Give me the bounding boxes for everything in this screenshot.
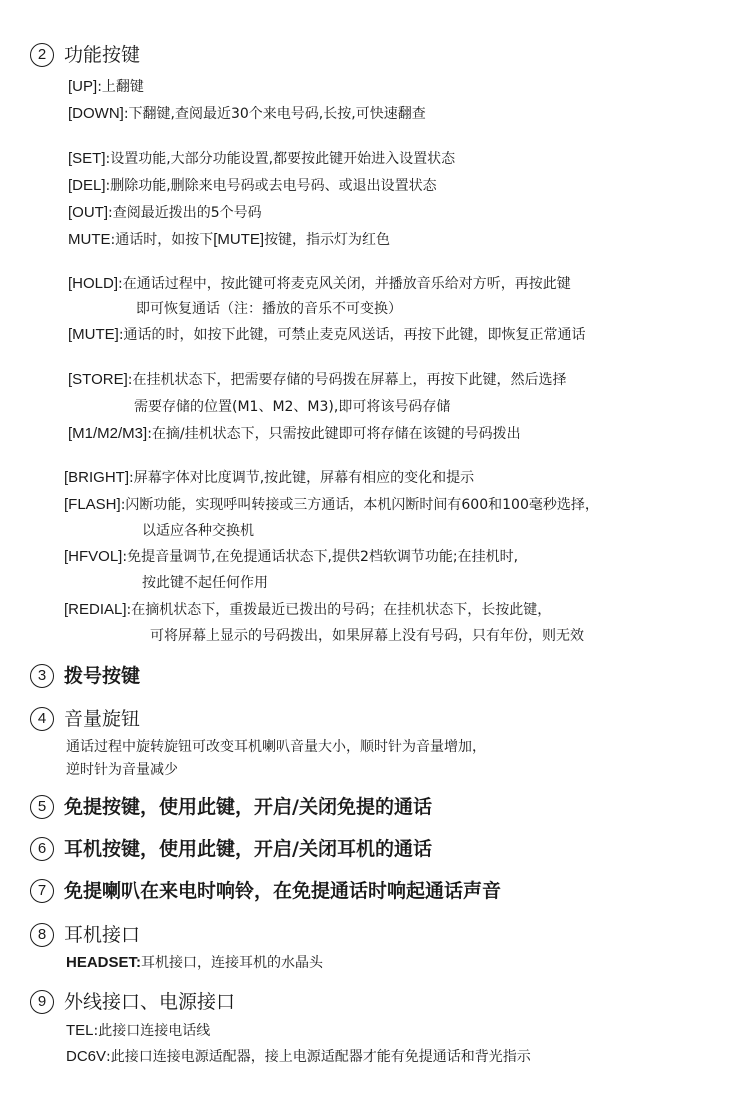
key-out-desc: :查阅最近拨出的5个号码 [108, 205, 262, 221]
headset-name: HEADSET: [66, 954, 142, 971]
section-4-number: 4 [30, 707, 54, 731]
key-hold-name: [HOLD] [68, 275, 119, 292]
key-set-name: [SET] [68, 150, 106, 167]
key-hold-desc: :在通话过程中，按此键可将麦克风关闭，并播放音乐给对方听，再按此键 [118, 276, 571, 292]
section-4-text-2: 逆时针为音量减少 [66, 762, 178, 778]
section-6-title: 耳机按键，使用此键，开启/关闭耳机的通话 [64, 838, 432, 860]
section-2-title: 功能按键 [64, 44, 141, 66]
key-redial-desc-cont: 可将屏幕上显示的号码拨出，如果屏幕上没有号码，只有年份，则无效 [150, 628, 584, 644]
key-down-line [68, 104, 426, 124]
section-9-title: 外线接口、电源接口 [64, 991, 236, 1013]
key-redial-desc: :在摘机状态下，重拨最近已拨出的号码；在挂机状态下，长按此键， [126, 602, 552, 618]
section-4-text-1: 通话过程中旋转旋钮可改变耳机喇叭音量大小，顺时针为音量增加， [66, 739, 486, 755]
key-bright-desc: :屏幕字体对比度调节,按此键，屏幕有相应的变化和提示 [129, 470, 475, 486]
key-mute-mic-name: [MUTE] [68, 326, 119, 343]
key-redial-name: [REDIAL] [64, 601, 127, 618]
key-hfvol-line-2 [142, 573, 268, 593]
key-bright-name: [BRIGHT] [64, 469, 130, 486]
section-6-number: 6 [30, 837, 54, 861]
key-del-name: [DEL] [68, 177, 106, 194]
key-memory-line [68, 424, 521, 444]
tel-name: TEL [66, 1022, 94, 1039]
key-mute-name: MUTE [68, 231, 111, 248]
section-7-number: 7 [30, 879, 54, 903]
key-store-line-2 [134, 397, 450, 417]
section-5-number: 5 [30, 795, 54, 819]
key-store-name: [STORE] [68, 371, 128, 388]
key-bright-line [64, 468, 474, 488]
key-mute-mic-line [68, 325, 586, 345]
key-mute-desc-tail: 按键，指示灯为红色 [264, 232, 391, 248]
key-flash-desc: :闪断功能，实现呼叫转接或三方通话，本机闪断时间有600和100毫秒选择， [120, 497, 599, 513]
key-store-line [68, 370, 566, 390]
dc6v-name: DC6V [66, 1048, 107, 1065]
tel-line [66, 1021, 210, 1041]
key-memory-desc: :在摘/挂机状态下，只需按此键即可将存储在该键的号码拨出 [147, 426, 521, 442]
key-hfvol-line [64, 547, 518, 567]
key-redial-line [64, 600, 551, 620]
key-hfvol-desc: :免提音量调节,在免提通话状态下,提供2档软调节功能;在挂机时, [122, 549, 519, 565]
key-hfvol-desc-cont: 按此键不起任何作用 [142, 575, 268, 591]
key-hold-line [68, 274, 571, 294]
key-down-desc: :下翻键,查阅最近30个来电号码,长按,可快速翻查 [123, 106, 426, 122]
section-4-title: 音量旋钮 [64, 708, 141, 730]
key-set-line [68, 149, 455, 169]
section-8-number: 8 [30, 923, 54, 947]
key-down-name: [DOWN] [68, 105, 124, 122]
section-8-heading [30, 922, 140, 948]
key-flash-name: [FLASH] [64, 496, 121, 513]
section-9-number: 9 [30, 990, 54, 1014]
key-flash-line [64, 495, 599, 515]
key-del-line [68, 176, 437, 196]
key-up-desc: :上翻键 [97, 79, 144, 95]
section-7-heading [30, 878, 501, 904]
key-store-desc: :在挂机状态下，把需要存储的号码拨在屏幕上，再按下此键，然后选择 [127, 372, 567, 388]
section-7-title: 免提喇叭在来电时响铃，在免提通话时响起通话声音 [64, 880, 502, 902]
section-8-title: 耳机接口 [64, 924, 141, 946]
key-hold-desc-cont: 即可恢复通话（注：播放的音乐不可变换） [136, 301, 402, 317]
section-3-title: 拨号按键 [64, 665, 141, 687]
key-redial-line-2 [150, 626, 584, 646]
key-store-desc-cont: 需要存储的位置(M1、M2、M3),即可将该号码存储 [134, 399, 451, 415]
section-2-number: 2 [30, 43, 54, 67]
headset-line [66, 953, 323, 973]
key-mute-indicator-line [68, 230, 390, 250]
key-flash-desc-cont: 以适应各种交换机 [142, 523, 254, 539]
section-4-heading [30, 706, 140, 732]
section-9-heading [30, 989, 235, 1015]
key-set-desc: :设置功能,大部分功能设置,都要按此键开始进入设置状态 [105, 151, 456, 167]
dc6v-line [66, 1047, 531, 1067]
dc6v-desc: :此接口连接电源适配器，接上电源适配器才能有免提通话和背光指示 [106, 1049, 531, 1065]
key-mute-desc: :通话时，如按下 [110, 232, 214, 248]
key-up-line [68, 77, 144, 97]
key-del-desc: :删除功能,删除来电号码或去电号码、或退出设置状态 [105, 178, 437, 194]
key-out-line [68, 203, 262, 223]
section-3-number: 3 [30, 664, 54, 688]
section-6-heading [30, 836, 432, 862]
key-hold-line-2 [136, 299, 402, 319]
key-out-name: [OUT] [68, 204, 108, 221]
key-flash-line-2 [142, 521, 254, 541]
key-mute-mic-desc: :通话的时，如按下此键，可禁止麦克风送话，再按下此键，即恢复正常通话 [118, 327, 586, 343]
tel-desc: :此接口连接电话线 [93, 1023, 211, 1039]
headset-desc: 耳机接口，连接耳机的水晶头 [141, 955, 324, 971]
section-5-title: 免提按键，使用此键，开启/关闭免提的通话 [64, 796, 432, 818]
section-2-heading [30, 42, 140, 68]
section-3-heading [30, 663, 140, 689]
key-up-name: [UP] [68, 78, 98, 95]
key-hfvol-name: [HFVOL] [64, 548, 123, 565]
key-mute-inline-name: [MUTE] [213, 231, 265, 248]
key-memory-name: [M1/M2/M3] [68, 425, 148, 442]
section-5-heading [30, 794, 432, 820]
